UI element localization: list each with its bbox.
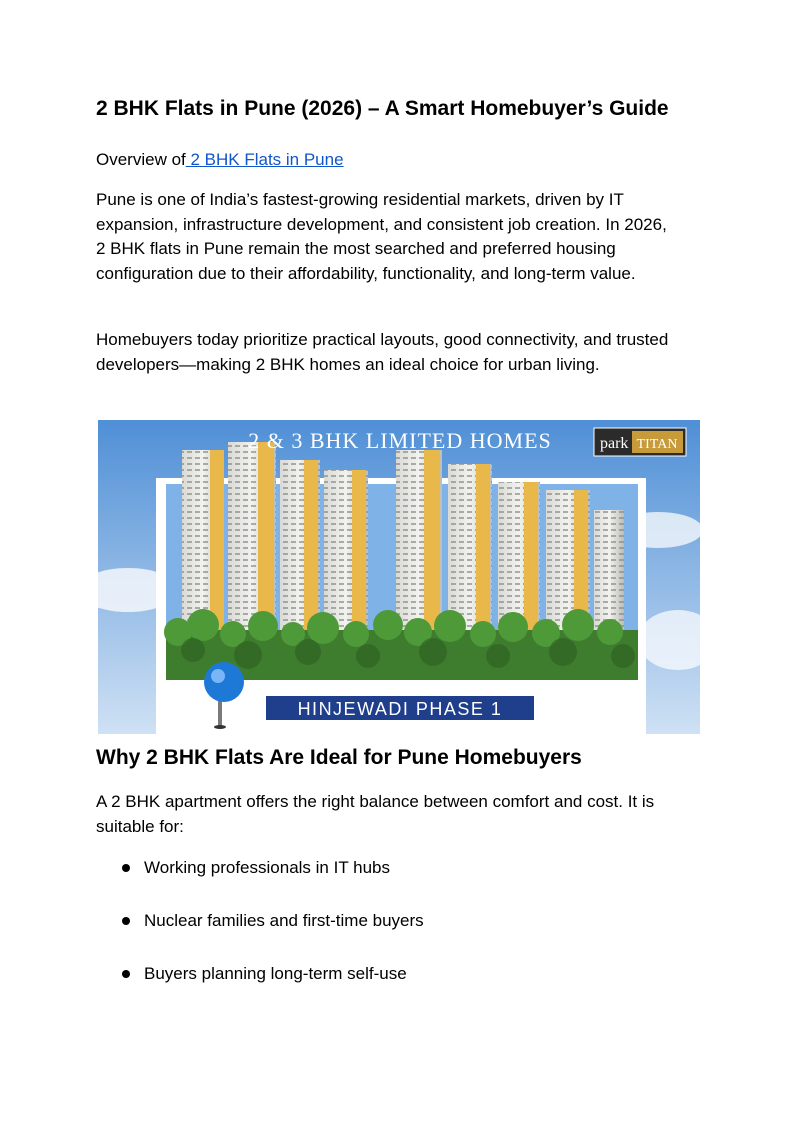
list-item bbox=[96, 961, 696, 1014]
list-item-text: Buyers planning long-term self-use bbox=[144, 964, 407, 983]
intro-paragraph: Pune is one of India’s fastest-growing residential markets, driven by IT expansion, infrastructure development, and consistent job creation. In 2026, 2 BHK flats in Pune remain the most searched and preferred housing configuration due to their affordability, functionality, and long-term value. bbox=[96, 190, 667, 283]
list-item-text: Nuclear families and first-time buyers bbox=[144, 911, 424, 930]
buyers-paragraph: Homebuyers today prioritize practical layouts, good connectivity, and trusted developers—making 2 BHK homes an ideal choice for urban living. bbox=[96, 330, 669, 374]
suitability-paragraph: A 2 BHK apartment offers the right balance between comfort and cost. It is suitable for: bbox=[96, 792, 655, 836]
logo-titan: TITAN bbox=[636, 437, 678, 452]
bullet-icon bbox=[122, 917, 130, 925]
bullet-icon bbox=[122, 864, 130, 872]
overview-link[interactable]: 2 BHK Flats in Pune bbox=[185, 150, 344, 169]
project-banner-image bbox=[98, 420, 700, 734]
suitability-list bbox=[96, 855, 696, 1014]
overview-line bbox=[96, 148, 344, 172]
banner-headline: 2 & 3 BHK LIMITED HOMES bbox=[248, 428, 552, 453]
list-item-text: Working professionals in IT hubs bbox=[144, 858, 390, 877]
section-heading: Why 2 BHK Flats Are Ideal for Pune Homebuyers bbox=[96, 746, 582, 769]
location-text: HINJEWADI PHASE 1 bbox=[297, 699, 503, 719]
list-item bbox=[96, 855, 696, 908]
document-title: 2 BHK Flats in Pune (2026) – A Smart Homebuyer’s Guide bbox=[96, 97, 669, 120]
bullet-icon bbox=[122, 970, 130, 978]
list-item bbox=[96, 908, 696, 961]
overview-prefix: Overview of bbox=[96, 150, 186, 169]
logo-park: park bbox=[600, 435, 629, 452]
